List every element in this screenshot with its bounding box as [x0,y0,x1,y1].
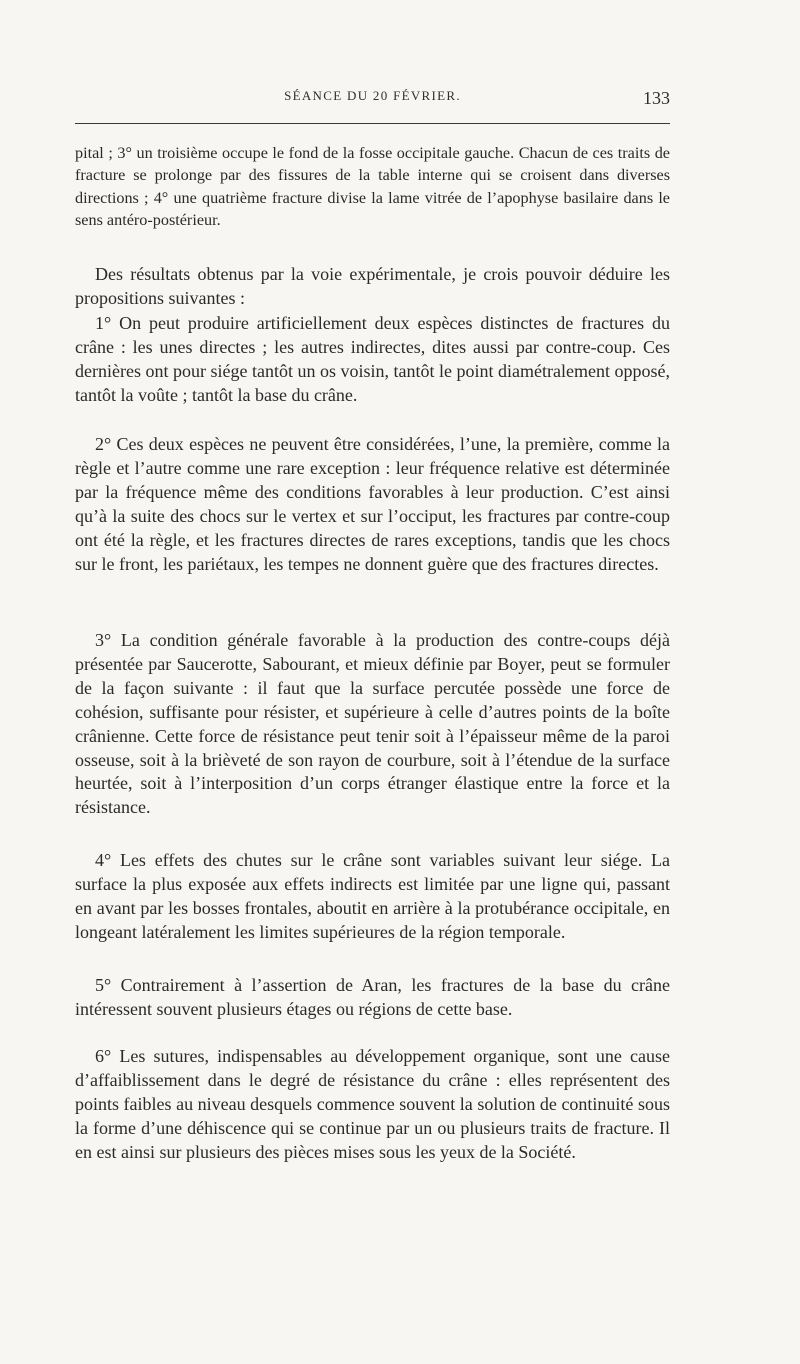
paragraph-proposition-4: 4° Les effets des chutes sur le crâne sont variables suivant leur siége. La surface la plus exposée aux effets indirects est limitée par une ligne qui, passant en avant par les bosses frontales, aboutit en arrière à la protubérance occipitale, en longeant latéralement les limites supérieures de la région temporale. [75,850,670,942]
paragraph-proposition-1: 1° On peut produire artificiellement deux espèces distinctes de fractures du crâne : les unes directes ; les autres indirectes, dites aussi par contre-coup. Ces dernières ont pour siége tantôt un os voisin, tantôt le point diamétralement opposé, tantôt la voûte ; tantôt la base du crâne. [75,313,670,405]
paragraph-proposition-2: 2° Ces deux espèces ne peuvent être considérées, l’une, la première, comme la règle et l’autre comme une rare exception : leur fréquence relative est déterminée par la fréquence même des conditions favorables à leur production. C’est ainsi qu’à la suite des chocs sur le vertex et sur l’occiput, les fractures par contre-coup ont été la règle, et les fractures directes de rares exceptions, tandis que les chocs sur le front, les pariétaux, les tempes ne donnent guère que des fractures directes. [75,434,670,574]
paragraph-intro: Des résultats obtenus par la voie expérimentale, je crois pouvoir déduire les propositions suivantes : [75,264,670,308]
header-rule [75,123,670,124]
running-title: SÉANCE DU 20 FÉVRIER. [284,88,461,103]
paragraph-proposition-5: 5° Contrairement à l’assertion de Aran, les fractures de la base du crâne intéressent souvent plusieurs étages ou régions de cette base. [75,975,670,1019]
paragraph-proposition-6: 6° Les sutures, indispensables au développement organique, sont une cause d’affaiblissement dans le degré de résistance du crâne : elles représentent des points faibles au niveau desquels commence souvent la solution de continuité sous la forme d’une déhiscence qui se continue par un ou plusieurs traits de fracture. Il en est ainsi sur plusieurs des pièces mises sous les yeux de la Société. [75,1046,670,1162]
page-header [75,88,670,112]
paragraph-continuation: pital ; 3° un troisième occupe le fond de la fosse occipitale gauche. Chacun de ces traits de fracture se prolonge par des fissures de la table interne qui se croisent dans diverses directions ; 4° une quatrième fracture divise la lame vitrée de l’apophyse basilaire dans le sens antéro-postérieur. [75,144,670,230]
paragraph-proposition-3: 3° La condition générale favorable à la production des contre-coups déjà présentée par Saucerotte, Sabourant, et mieux définie par Boyer, peut se formuler de la façon suivante : il faut que la surface percutée possède une force de cohésion, suffisante pour résister, et supérieure à celle d’autres points de la boîte crânienne. Cette force de résistance peut tenir soit à l’épaisseur même de la paroi osseuse, soit à la brièveté de son rayon de courbure, soit à l’étendue de la surface heurtée, soit à l’interposition d’un corps étranger élastique entre la force et la résistance. [75,630,670,818]
page-number: 133 [643,88,670,108]
